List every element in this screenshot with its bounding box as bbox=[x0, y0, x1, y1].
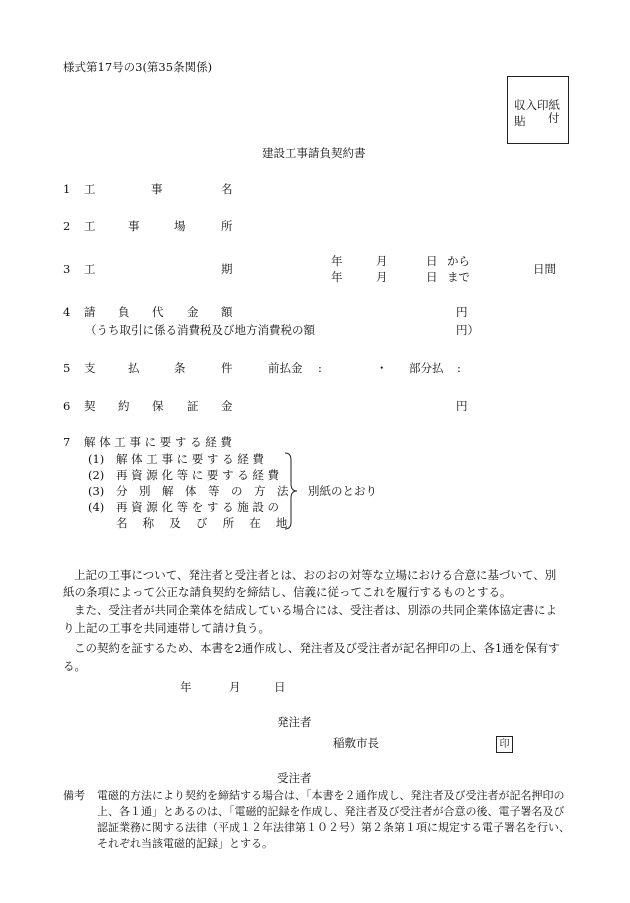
item-char: 代 bbox=[152, 305, 164, 319]
item-char: 工 bbox=[84, 219, 96, 233]
separator-dot: ・ bbox=[376, 361, 388, 375]
advance-payment-label: 前払金 bbox=[268, 361, 303, 375]
stamp-label-line2-b: 付 bbox=[548, 111, 560, 125]
paragraph-1-line-2: 紙の条項によって公正な請負契約を締結し、信義に従ってこれを履行するものとする。 bbox=[63, 585, 512, 599]
item-char: 請 bbox=[84, 305, 96, 319]
item-number: 1 bbox=[63, 182, 71, 196]
date-month: 月 bbox=[229, 680, 241, 694]
subitem-number: (1) bbox=[88, 452, 105, 466]
remarks-line-2: 上、各１通」とあるのは、「電磁的記録を作成し、発注者及び受注者が合意の後、電子署名及び bbox=[97, 805, 565, 818]
item-char: 所 bbox=[221, 219, 233, 233]
item-number: 3 bbox=[63, 262, 71, 276]
item-char: 証 bbox=[187, 399, 199, 413]
start-year: 年 bbox=[331, 254, 343, 268]
document-title: 建設工事請負契約書 bbox=[262, 146, 366, 160]
item-char: 条 bbox=[174, 361, 186, 375]
item-char: 工 bbox=[84, 262, 96, 276]
remarks-line-3: 認証業務に関する法律（平成１２年法律第１０２号）第２条第１項に規定する電子署名を行い、 bbox=[97, 821, 570, 834]
item-char: 事 bbox=[151, 182, 163, 196]
item-char: 件 bbox=[221, 361, 233, 375]
subitem-number: (4) bbox=[88, 500, 105, 514]
subitem-number: (2) bbox=[88, 468, 105, 482]
date-day: 日 bbox=[274, 680, 286, 694]
item-char: 名 bbox=[221, 182, 233, 196]
subitem-text: 名 称 及 び 所 在 地 bbox=[116, 516, 288, 530]
until-label: まで bbox=[447, 270, 470, 284]
stamp-label-line2-a: 貼 bbox=[514, 114, 526, 128]
item-char: 期 bbox=[221, 262, 233, 276]
item-char: 保 bbox=[152, 399, 164, 413]
from-label: から bbox=[447, 254, 470, 268]
item-char: 工 bbox=[84, 182, 96, 196]
item-label: 解 体 工 事 に 要 す る 経 費 bbox=[84, 435, 232, 449]
subitem-text: 分 別 解 体 等 の 方 法 bbox=[116, 484, 289, 498]
item-number: 4 bbox=[63, 305, 71, 319]
item-number: 7 bbox=[63, 435, 71, 449]
orderer-label: 発注者 bbox=[277, 715, 312, 729]
start-month: 月 bbox=[376, 254, 388, 268]
seal-mark: 印 bbox=[496, 736, 513, 753]
subitem-text: 解 体 工 事 に 要 す る 経 費 bbox=[116, 452, 264, 466]
remarks-line-4: それぞれ当該電磁的記録」とする。 bbox=[97, 837, 273, 850]
colon: : bbox=[318, 361, 322, 375]
item-char: 約 bbox=[118, 399, 130, 413]
remarks-label: 備考 bbox=[63, 789, 85, 802]
item-char: 金 bbox=[221, 399, 233, 413]
item-char: 額 bbox=[221, 305, 233, 319]
end-year: 年 bbox=[331, 270, 343, 284]
start-day: 日 bbox=[426, 254, 438, 268]
orderer-name: 稲敷市長 bbox=[333, 736, 379, 750]
paragraph-2-line-2: り上記の工事を共同連帯して請け負う。 bbox=[63, 621, 270, 635]
stamp-label-line1: 収入印紙 bbox=[514, 98, 560, 112]
paragraph-1-line-1: 上記の工事について、発注者と受注者とは、おのおの対等な立場における合意に基づいて、別 bbox=[74, 568, 557, 582]
colon: : bbox=[457, 361, 461, 375]
item-char: 事 bbox=[128, 219, 140, 233]
subitem-text: 再 資 源 化 等 を す る 施 設 の bbox=[116, 500, 280, 514]
see-attachment-label: 別紙のとおり bbox=[308, 484, 377, 498]
item-char: 金 bbox=[187, 305, 199, 319]
revenue-stamp-box bbox=[507, 76, 569, 144]
days-label: 日間 bbox=[533, 262, 556, 276]
yen-unit: 円 bbox=[456, 399, 468, 413]
partial-payment-label: 部分払 bbox=[409, 361, 444, 375]
item-char: 契 bbox=[84, 399, 96, 413]
item-number: 5 bbox=[63, 361, 71, 375]
yen-unit: 円 bbox=[456, 305, 468, 319]
item-number: 2 bbox=[63, 219, 71, 233]
end-day: 日 bbox=[426, 270, 438, 284]
item-number: 6 bbox=[63, 399, 71, 413]
subitem-number: (3) bbox=[88, 484, 105, 498]
subitem-text: 再 資 源 化 等 に 要 す る 経 費 bbox=[116, 468, 280, 482]
tax-yen-unit: 円） bbox=[456, 323, 479, 337]
tax-note: （うち取引に係る消費税及び地方消費税の額 bbox=[85, 323, 315, 337]
date-year: 年 bbox=[180, 680, 192, 694]
paragraph-3-line-1: この契約を証するため、本書を2通作成し、発注者及び受注者が記名押印の上、各1通を保有す bbox=[74, 641, 560, 655]
item-char: 場 bbox=[174, 219, 186, 233]
paragraph-2-line-1: また、受注者が共同企業体を結成している場合には、受注者は、別添の共同企業体協定書によ bbox=[74, 603, 557, 617]
end-month: 月 bbox=[376, 270, 388, 284]
paragraph-3-line-2: る。 bbox=[63, 659, 86, 673]
item-char: 負 bbox=[118, 305, 130, 319]
remarks-line-1: 電磁的方法により契約を締結する場合は、「本書を２通作成し、発注者及び受注者が記名押印の bbox=[97, 789, 565, 802]
item-char: 支 bbox=[84, 361, 96, 375]
contractor-label: 受注者 bbox=[277, 771, 312, 785]
form-number: 様式第17号の3(第35条関係) bbox=[63, 60, 213, 74]
right-brace-icon bbox=[283, 452, 305, 530]
item-char: 払 bbox=[128, 361, 140, 375]
